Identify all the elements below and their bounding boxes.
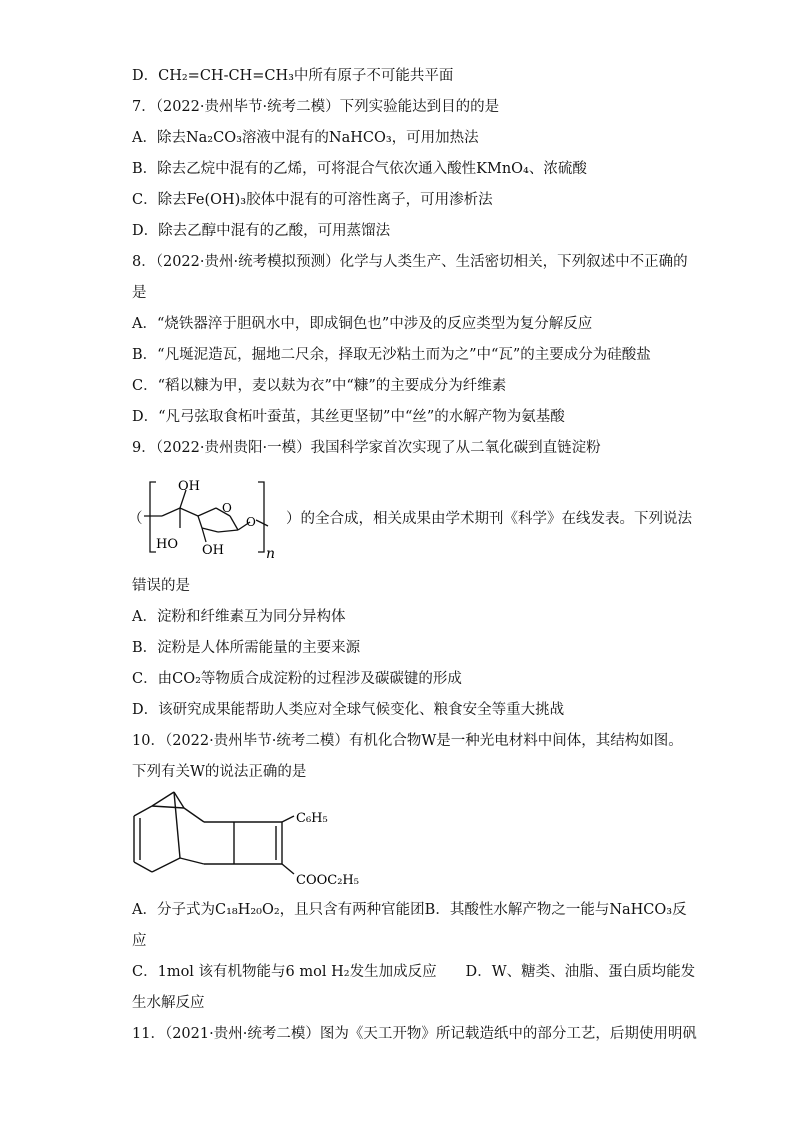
q10-option-ab-line2: 应 — [132, 933, 147, 949]
q10-stem-line1: 10．（2022·贵州毕节·统考二模）有机化合物W是一种光电材料中间体，其结构如图。 — [132, 733, 683, 749]
starch-oh-bottom: OH — [202, 543, 224, 558]
starch-ho-left: HO — [156, 537, 178, 552]
starch-ring-o: O — [222, 501, 232, 515]
q8-option-c: C．“稻以糠为甲，麦以麸为衣”中“糠”的主要成分为纤维素 — [132, 378, 507, 394]
q7-stem: 7．（2022·贵州毕节·统考二模）下列实验能达到目的的是 — [132, 99, 500, 115]
q9-option-a: A．淀粉和纤维素互为同分异构体 — [132, 609, 346, 625]
q9-open-paren: （ — [128, 511, 143, 527]
starch-oh-top: OH — [178, 479, 200, 494]
starch-glycosidic-o: O — [246, 515, 256, 529]
starch-n: n — [266, 546, 276, 562]
q7-option-a: A．除去Na₂CO₃溶液中混有的NaHCO₃，可用加热法 — [132, 130, 479, 146]
q7-option-c: C．除去Fe(OH)₃胶体中混有的可溶性离子，可用渗析法 — [132, 192, 493, 208]
q10-option-cd-line2: 生水解反应 — [132, 995, 205, 1011]
q9-stem-line3: 错误的是 — [132, 578, 190, 594]
q9-stem-line1: 9．（2022·贵州贵阳·一模）我国科学家首次实现了从二氧化碳到直链淀粉 — [132, 440, 601, 456]
q10-option-ab-line1: A．分子式为C₁₈H₂₀O₂，且只含有两种官能团B．其酸性水解产物之一能与NaHCO₃反 — [132, 902, 687, 918]
q8-option-b: B．“凡埏泥造瓦，掘地二尺余，择取无沙粘土而为之”中“瓦”的主要成分为硅酸盐 — [132, 347, 651, 363]
q10-option-cd-line1: C．1mol 该有机物能与6 mol H₂发生加成反应 D．W、糖类、油脂、蛋白质均能发 — [132, 964, 696, 980]
q9-stem-line2: ）的全合成，相关成果由学术期刊《科学》在线发表。下列说法 — [286, 511, 692, 527]
q8-stem-line1: 8．（2022·贵州·统考模拟预测）化学与人类生产、生活密切相关，下列叙述中不正确的 — [132, 254, 688, 270]
q7-option-b: B．除去乙烷中混有的乙烯，可将混合气依次通入酸性KMnO₄、浓硫酸 — [132, 161, 587, 177]
q8-option-a: A．“烧铁器淬于胆矾水中，即成铜色也”中涉及的反应类型为复分解反应 — [132, 316, 593, 332]
q11-stem: 11．（2021·贵州·统考二模）图为《天工开物》所记载造纸中的部分工艺，后期使用明矾 — [132, 1026, 697, 1042]
w-cooc2h5-label: COOC₂H₅ — [296, 873, 359, 888]
q9-option-c: C．由CO₂等物质合成淀粉的过程涉及碳碳键的形成 — [132, 671, 462, 687]
q7-option-d: D．除去乙醇中混有的乙酸，可用蒸馏法 — [132, 223, 391, 239]
compound-w-structure — [130, 788, 370, 892]
starch-structure — [140, 470, 290, 562]
q6-option-d: D．CH₂=CH-CH=CH₃中所有原子不可能共平面 — [132, 68, 454, 84]
q10-stem-line2: 下列有关W的说法正确的是 — [132, 764, 307, 780]
q9-option-b: B．淀粉是人体所需能量的主要来源 — [132, 640, 361, 656]
w-c6h5-label: C₆H₅ — [296, 811, 328, 826]
q8-stem-line2: 是 — [132, 285, 147, 301]
q9-option-d: D．该研究成果能帮助人类应对全球气候变化、粮食安全等重大挑战 — [132, 702, 565, 718]
q8-option-d: D．“凡弓弦取食柘叶蚕茧，其丝更坚韧”中“丝”的水解产物为氨基酸 — [132, 409, 565, 425]
